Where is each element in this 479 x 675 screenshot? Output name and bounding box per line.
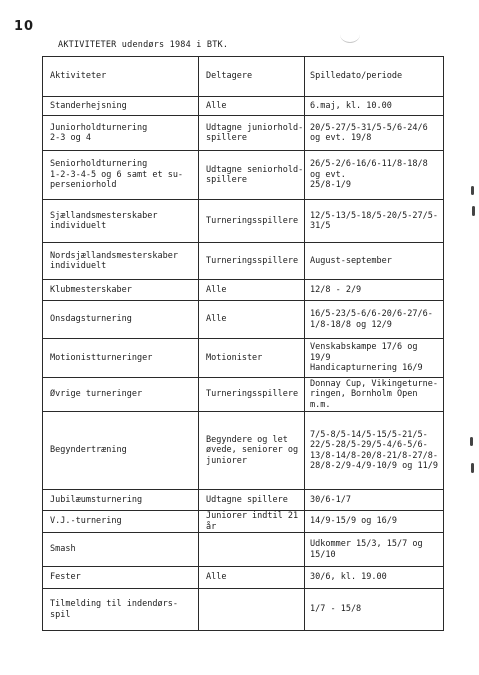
margin-mark — [471, 186, 474, 195]
date-cell: 6.maj, kl. 10.00 — [305, 97, 444, 116]
table-row — [43, 116, 444, 151]
date-cell: 20/5-27/5-31/5-5/6-24/6 og evt. 19/8 — [305, 116, 444, 151]
table-row — [43, 533, 444, 567]
margin-mark — [470, 437, 473, 446]
activity-cell: V.J.-turnering — [43, 511, 199, 533]
date-cell: August-september — [305, 243, 444, 280]
table-row — [43, 151, 444, 200]
date-cell: Donnay Cup, Vikingeturne- ringen, Bornholm Open m.m. — [305, 378, 444, 412]
participants-cell: Turneringsspillere — [199, 200, 305, 243]
table-row — [43, 301, 444, 339]
participants-cell: Udtagne spillere — [199, 490, 305, 511]
date-cell: 26/5-2/6-16/6-11/8-18/8 og evt. 25/8-1/9 — [305, 151, 444, 200]
activity-cell: Onsdagsturnering — [43, 301, 199, 339]
table-row — [43, 280, 444, 301]
activity-cell: Smash — [43, 533, 199, 567]
participants-cell: Begyndere og let øvede, seniorer og juniorer — [199, 412, 305, 490]
activity-cell: Fester — [43, 567, 199, 589]
activity-cell: Juniorholdturnering 2-3 og 4 — [43, 116, 199, 151]
activity-cell: Begyndertræning — [43, 412, 199, 490]
table-row — [43, 511, 444, 533]
activity-cell: Tilmelding til indendørs- spil — [43, 589, 199, 631]
column-header-activity: Aktiviteter — [43, 57, 199, 97]
participants-cell: Juniorer indtil 21 år — [199, 511, 305, 533]
activity-cell: Standerhejsning — [43, 97, 199, 116]
table-row — [43, 589, 444, 631]
date-cell: 16/5-23/5-6/6-20/6-27/6- 1/8-18/8 og 12/9 — [305, 301, 444, 339]
participants-cell: Alle — [199, 301, 305, 339]
activity-cell: Jubilæumsturnering — [43, 490, 199, 511]
participants-cell — [199, 589, 305, 631]
page-heading: AKTIVITETER udendørs 1984 i BTK. — [58, 40, 229, 50]
table-row — [43, 200, 444, 243]
date-cell: 1/7 - 15/8 — [305, 589, 444, 631]
table-row — [43, 97, 444, 116]
activity-cell: Sjællandsmesterskaber individuelt — [43, 200, 199, 243]
activity-cell: Motionistturneringer — [43, 339, 199, 378]
participants-cell — [199, 533, 305, 567]
date-cell: Udkommer 15/3, 15/7 og 15/10 — [305, 533, 444, 567]
activity-cell: Øvrige turneringer — [43, 378, 199, 412]
participants-cell: Turneringsspillere — [199, 243, 305, 280]
participants-cell: Turneringsspillere — [199, 378, 305, 412]
participants-cell: Alle — [199, 567, 305, 589]
date-cell: 30/6-1/7 — [305, 490, 444, 511]
participants-cell: Alle — [199, 97, 305, 116]
activity-cell: Klubmesterskaber — [43, 280, 199, 301]
date-cell: 7/5-8/5-14/5-15/5-21/5- 22/5-28/5-29/5-4/6-5/6- 13/8-14/8-20/8-21/8-27/8- 28/8-2/9-4/9-10/9 og 11/9 — [305, 412, 444, 490]
participants-cell: Udtagne juniorhold- spillere — [199, 116, 305, 151]
margin-mark — [471, 463, 474, 473]
table-row — [43, 378, 444, 412]
date-cell: 30/6, kl. 19.00 — [305, 567, 444, 589]
scan-mark — [340, 26, 360, 43]
table-row — [43, 243, 444, 280]
activity-cell: Nordsjællandsmesterskaber individuelt — [43, 243, 199, 280]
date-cell: 14/9-15/9 og 16/9 — [305, 511, 444, 533]
activity-cell: Seniorholdturnering 1-2-3-4-5 og 6 samt et su- perseniorhold — [43, 151, 199, 200]
date-cell: 12/5-13/5-18/5-20/5-27/5- 31/5 — [305, 200, 444, 243]
page-number: 10 — [14, 19, 35, 34]
margin-mark — [472, 206, 475, 216]
participants-cell: Alle — [199, 280, 305, 301]
table-header-row — [43, 57, 444, 97]
table-row — [43, 490, 444, 511]
date-cell: 12/8 - 2/9 — [305, 280, 444, 301]
table-row — [43, 339, 444, 378]
table-row — [43, 412, 444, 490]
date-cell: Venskabskampe 17/6 og 19/9 Handicapturnering 16/9 — [305, 339, 444, 378]
participants-cell: Motionister — [199, 339, 305, 378]
column-header-participants: Deltagere — [199, 57, 305, 97]
activities-table — [42, 56, 444, 631]
table-row — [43, 567, 444, 589]
column-header-date: Spilledato/periode — [305, 57, 444, 97]
participants-cell: Udtagne seniorhold- spillere — [199, 151, 305, 200]
